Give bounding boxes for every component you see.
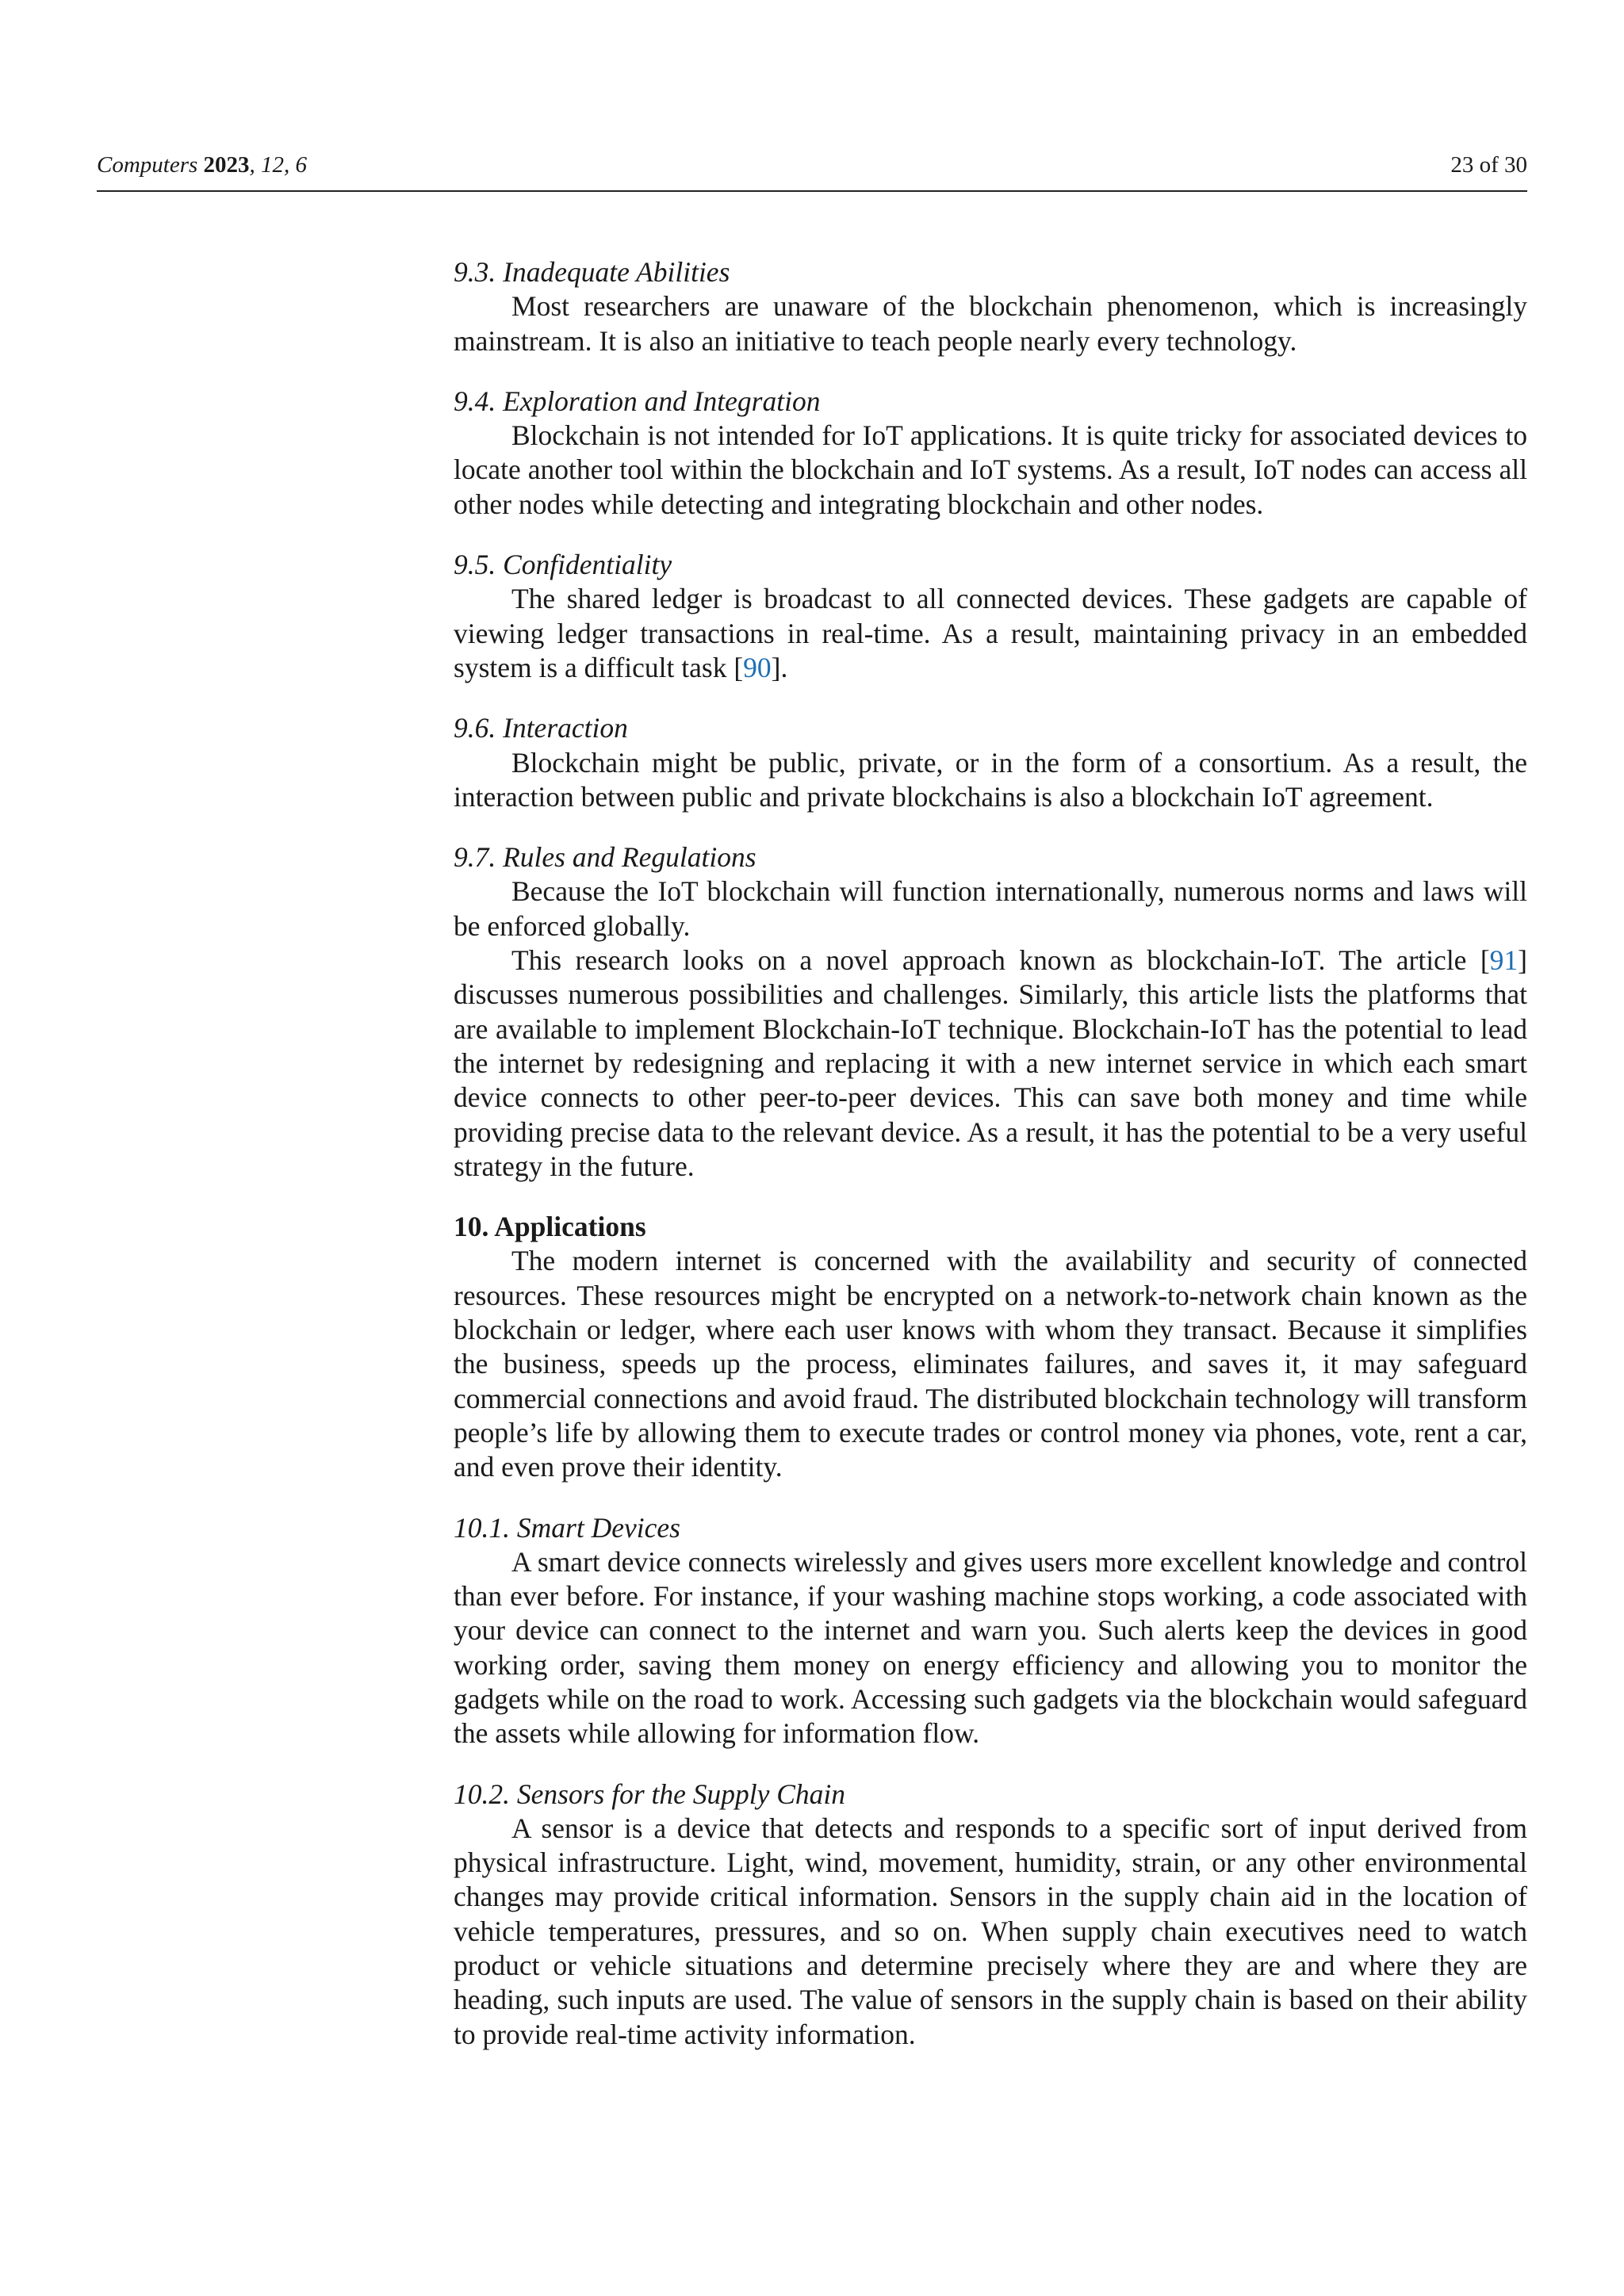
section-10 xyxy=(454,1210,1527,1484)
section-heading: 9.6. Interaction xyxy=(454,712,628,744)
paragraph-text: This research looks on a novel approach known as blockchain-IoT. The article [ xyxy=(511,944,1490,977)
paragraph: Blockchain is not intended for IoT applications. It is quite tricky for associated devices to locate another tool within the blockchain and IoT systems. As a result, IoT nodes can access all other nodes while detecting and integrating blockchain and other nodes. xyxy=(454,419,1527,520)
journal-volume-issue: , 12, 6 xyxy=(249,152,308,178)
section-heading: 9.7. Rules and Regulations xyxy=(454,841,756,874)
paragraph: Blockchain might be public, private, or in the form of a consortium. As a result, the interaction between public and private blockchains is also a blockchain IoT agreement. xyxy=(454,746,1527,813)
paragraph xyxy=(454,943,1527,1184)
section-heading: 10.1. Smart Devices xyxy=(454,1511,680,1544)
section-heading: 9.3. Inadequate Abilities xyxy=(454,256,730,288)
journal-name: Computers xyxy=(97,152,198,178)
paragraph: Most researchers are unaware of the blockchain phenomenon, which is increasingly mainstream. It is also an initiative to teach people nearly every technology. xyxy=(454,290,1527,357)
section-heading: 10.2. Sensors for the Supply Chain xyxy=(454,1777,846,1810)
section-9-3 xyxy=(454,255,1527,358)
paragraph: A sensor is a device that detects and responds to a specific sort of input derived from physical infrastructure. Light, wind, movement, humidity, strain, or any other environmental changes may provide critical information. Sensors in the supply chain aid in the location of vehicle temperatures, pressures, and so on. When supply chain executives need to watch product or vehicle situations and determine precisely where they are and where they are heading, such inputs are used. The value of sensors in the supply chain is based on their ability to provide real-time activity information. xyxy=(454,1812,1527,2050)
section-9-6 xyxy=(454,711,1527,814)
section-heading: 10. Applications xyxy=(454,1211,646,1243)
header-divider xyxy=(97,190,1527,192)
paragraph: The modern internet is concerned with the availability and security of connected resources. These resources might be encrypted on a network-to-network chain known as the blockchain or ledger, where each user knows with whom they transact. Because it simplifies the business, speeds up the process, eliminates failures, and saves it, it may safeguard commercial connections and avoid fraud. The distributed blockchain technology will transform people’s life by allowing them to execute trades or control money via phones, vote, rent a car, and even prove their identity. xyxy=(454,1245,1527,1483)
section-heading: 9.5. Confidentiality xyxy=(454,549,672,581)
article-body xyxy=(454,255,1527,2052)
citation-link-90[interactable]: 90 xyxy=(743,651,772,683)
page-indicator: 23 of 30 xyxy=(1450,152,1527,178)
paragraph-text: The shared ledger is broadcast to all connected devices. These gadgets are capable of viewing ledger transactions in real-time. As a result, maintaining privacy in an embedded system is a difficult task [ xyxy=(454,583,1527,683)
section-10-2 xyxy=(454,1777,1527,2052)
journal-citation xyxy=(97,147,307,182)
running-header xyxy=(97,147,1527,182)
paragraph-text: ]. xyxy=(771,651,788,683)
section-10-1 xyxy=(454,1511,1527,1751)
paragraph: Because the IoT blockchain will function internationally, numerous norms and laws will be enforced globally. xyxy=(454,875,1527,942)
citation-link-91[interactable]: 91 xyxy=(1489,944,1519,977)
paragraph xyxy=(454,582,1527,685)
section-heading: 9.4. Exploration and Integration xyxy=(454,385,821,417)
section-9-7 xyxy=(454,840,1527,1184)
section-9-4 xyxy=(454,385,1527,522)
journal-year: 2023 xyxy=(203,152,250,178)
section-9-5 xyxy=(454,548,1527,685)
paragraph-text: ] discusses numerous possibilities and challenges. Similarly, this article lists the platforms that are available to implement Blockchain-IoT technique. Blockchain-IoT has the potential to lead the internet by redesigning and replacing it with a new internet service in which each smart device connects to other peer-to-peer devices. This can save both money and time while providing precise data to the relevant device. As a result, it has the potential to be a very useful strategy in the future. xyxy=(454,944,1527,1182)
paragraph: A smart device connects wirelessly and gives users more excellent knowledge and control than ever before. For instance, if your washing machine stops working, a code associated with your device can connect to the internet and warn you. Such alerts keep the devices in good working order, saving them money on energy efficiency and allowing you to monitor the gadgets while on the road to work. Accessing such gadgets via the blockchain would safeguard the assets while allowing for information flow. xyxy=(454,1545,1527,1750)
